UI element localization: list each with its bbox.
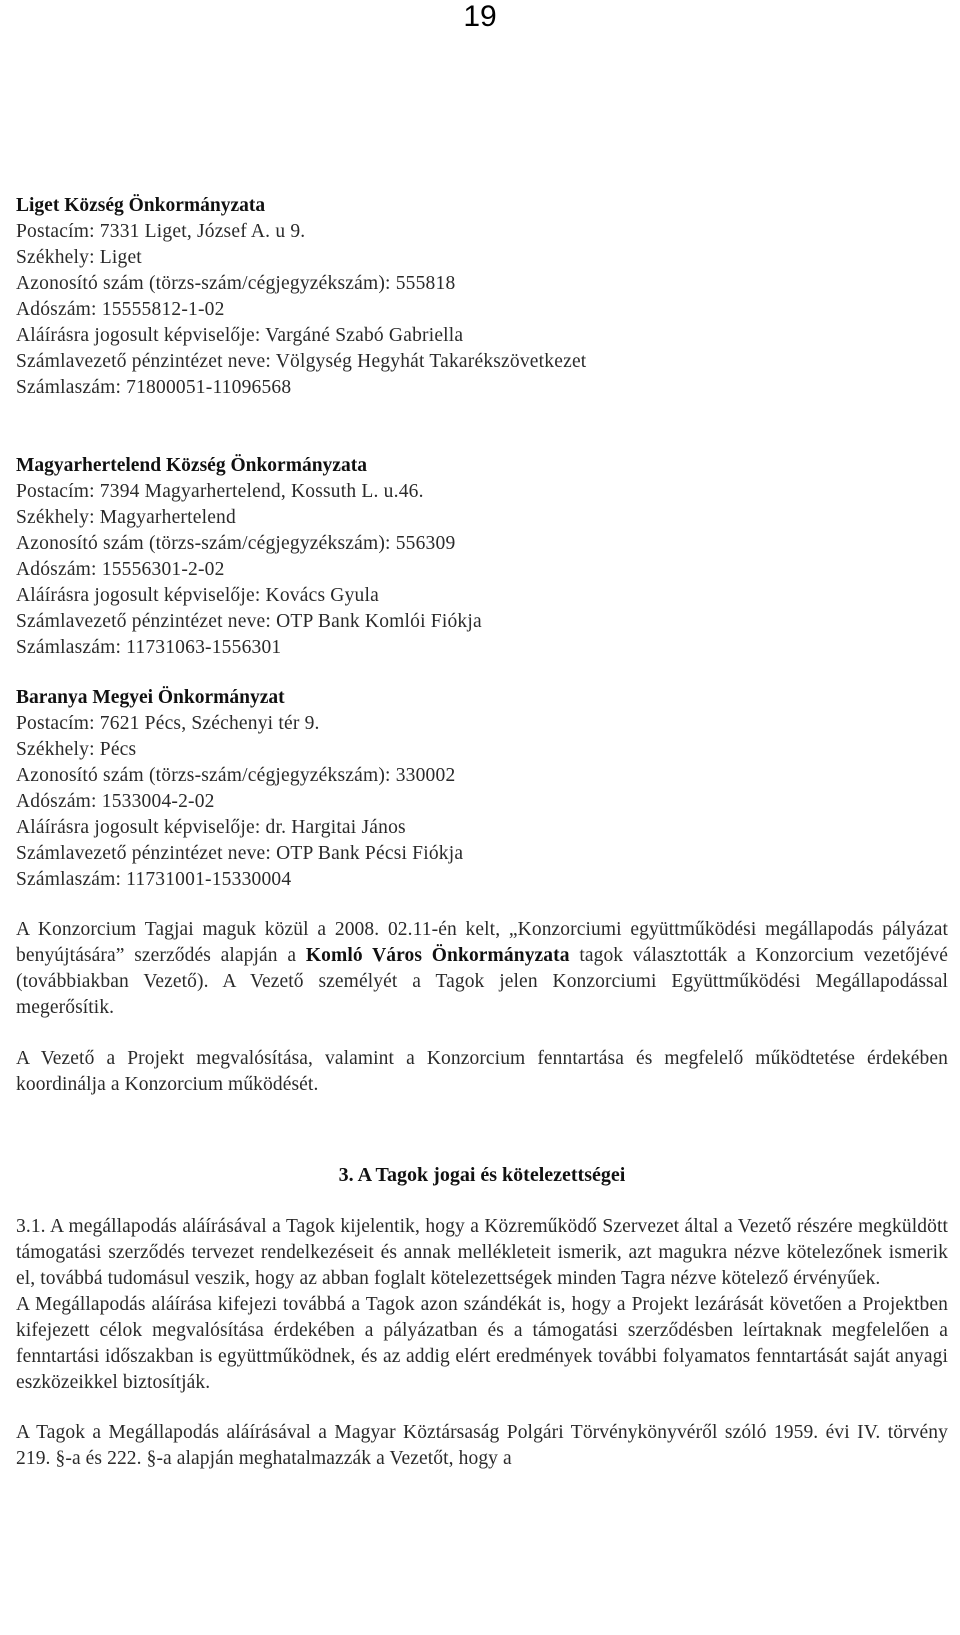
subsection-3-1: 3.1. A megállapodás aláírásával a Tagok kijelentik, hogy a Közreműködő Szervezet által a Vezető részére megküldött támogatási szerződés tervezet rendelkezéseit és annak mellékleteit ismerik, azt magukra nézve kötelezőnek ismerik el, továbbá tudomásul veszik, hogy az abban foglalt kötelezettségek minden Tagra nézve kötelező érvényűek. — [16, 1216, 948, 1289]
org-block-magyarhertelend — [16, 453, 948, 661]
authorized-representative: Aláírásra jogosult képviselője: Kovács Gyula — [16, 585, 379, 606]
tax-number: Adószám: 1533004-2-02 — [16, 791, 215, 812]
spacer — [16, 1396, 948, 1420]
paragraph-text: tagok választották a Konzorcium vezetőjévé (továbbiakban Vezető). A Vezető személyét a Tagok jelen Konzorciumi Együttműködési Megállapodással megerősítik. — [16, 945, 948, 1018]
authorized-representative: Aláírásra jogosult képviselője: dr. Hargitai János — [16, 817, 406, 838]
paragraph-text: A Konzorcium Tagjai maguk közül a 2008. 02.11-én kelt, „Konzorciumi együttműködési megállapodás pályázat benyújtására” szerződés alapján a — [16, 919, 948, 966]
org-block-baranya — [16, 685, 948, 893]
registration-number: Azonosító szám (törzs-szám/cégjegyzékszám): 556309 — [16, 533, 456, 554]
seat: Székhely: Magyarhertelend — [16, 507, 236, 528]
account-number: Számlaszám: 11731001-15330004 — [16, 869, 292, 890]
postal-address: Postacím: 7621 Pécs, Széchenyi tér 9. — [16, 713, 320, 734]
maintenance-paragraph: A Megállapodás aláírása kifejezi továbbá a Tagok azon szándékát is, hogy a Projekt lezárását követően a Projektben kifejezett célok megvalósítása érdekében a pályázatban és a támogatási szerződésben leírtaknak megfelelően a fenntartási időszakban is együttműködnek, és az addig elért eredmények további folyamatos fenntartását saját anyagi eszközeikkel biztosítják. — [16, 1294, 948, 1393]
org-name: Baranya Megyei Önkormányzat — [16, 687, 285, 708]
section-title: 3. A Tagok jogai és kötelezettségei — [338, 1164, 626, 1186]
authorized-representative: Aláírásra jogosult képviselője: Vargáné Szabó Gabriella — [16, 325, 464, 346]
postal-address: Postacím: 7394 Magyarhertelend, Kossuth L. u.46. — [16, 481, 424, 502]
seat: Székhely: Liget — [16, 247, 142, 268]
bank-name: Számlavezető pénzintézet neve: OTP Bank Komlói Fiókja — [16, 611, 482, 632]
registration-number: Azonosító szám (törzs-szám/cégjegyzékszám): 555818 — [16, 273, 456, 294]
account-number: Számlaszám: 71800051-11096568 — [16, 377, 292, 398]
bank-name: Számlavezető pénzintézet neve: Völgység Hegyhát Takarékszövetkezet — [16, 351, 587, 372]
account-number: Számlaszám: 11731063-1556301 — [16, 637, 282, 658]
org-name: Liget Község Önkormányzata — [16, 195, 266, 216]
registration-number: Azonosító szám (törzs-szám/cégjegyzékszám): 330002 — [16, 765, 456, 786]
bank-name: Számlavezető pénzintézet neve: OTP Bank Pécsi Fiókja — [16, 843, 464, 864]
tax-number: Adószám: 15555812-1-02 — [16, 299, 225, 320]
org-name: Magyarhertelend Község Önkormányzata — [16, 455, 367, 476]
page-number: 19 — [463, 0, 497, 33]
coordination-paragraph: A Vezető a Projekt megvalósítása, valamint a Konzorcium fenntartása és megfelelő működtetése érdekében koordinálja a Konzorcium működését. — [16, 1048, 948, 1095]
seat: Székhely: Pécs — [16, 739, 137, 760]
leader-name: Komló Város Önkormányzata — [305, 945, 570, 966]
consortium-leader-paragraph — [16, 917, 948, 1021]
postal-address: Postacím: 7331 Liget, József A. u 9. — [16, 221, 306, 242]
authorization-paragraph: A Tagok a Megállapodás aláírásával a Magyar Köztársaság Polgári Törvénykönyvéről szóló 1959. évi IV. törvény 219. §-a és 222. §-a alapján meghatalmazzák a Vezetőt, hogy a — [16, 1422, 948, 1469]
document-body — [16, 193, 948, 1472]
tax-number: Adószám: 15556301-2-02 — [16, 559, 225, 580]
org-block-liget — [16, 193, 948, 401]
